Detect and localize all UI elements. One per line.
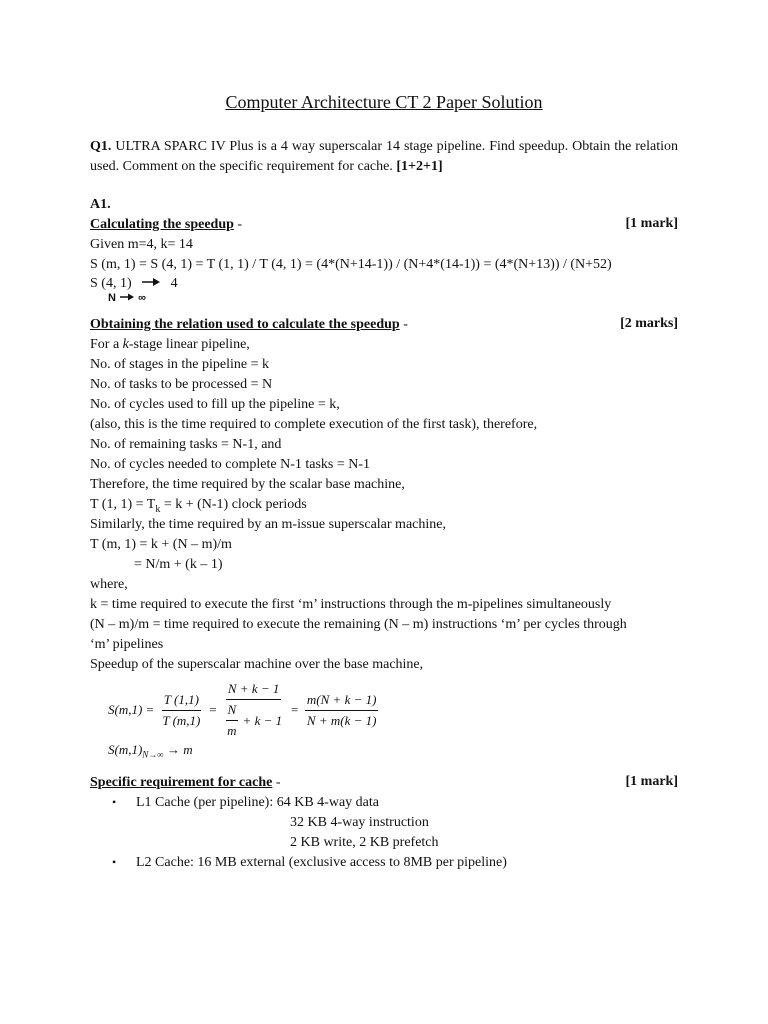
fraction-denominator: N + m(k − 1): [306, 712, 377, 728]
page-title: Computer Architecture CT 2 Paper Solution: [225, 92, 543, 112]
inner-numerator: N: [226, 702, 239, 721]
limit-right: 4: [170, 276, 178, 291]
inner-fraction: [225, 702, 238, 739]
speedup-dash: -: [233, 217, 243, 232]
limit-sub-infinity: ∞: [138, 292, 146, 304]
text-span: T (1, 1) = T: [90, 497, 156, 512]
limit-subscript: [108, 292, 146, 304]
question-marks: [1+2+1]: [396, 159, 443, 174]
relation-line-11: T (m, 1) = k + (N – m)/m: [90, 537, 232, 552]
cache-bullet-2: L2 Cache: 16 MB external (exclusive access to 8MB per pipeline): [136, 855, 507, 870]
cache-bullet-1-cont-2: 2 KB write, 2 KB prefetch: [290, 835, 439, 850]
equation-lhs: S(m,1) =: [108, 702, 155, 717]
cache-heading: Specific requirement for cache: [90, 775, 273, 790]
text-span: -stage linear pipeline,: [128, 337, 250, 352]
relation-line-14: k = time required to execute the first ‘m’ instructions through the m-pipelines simultaneously: [90, 597, 612, 612]
right-arrow-icon: [119, 292, 135, 304]
speedup-limit: [90, 275, 178, 293]
limit-left: S (4, 1): [90, 276, 132, 291]
speedup-heading-row: [90, 216, 242, 234]
speedup-heading: Calculating the speedup: [90, 217, 234, 232]
cache-bullet-1-cont-1: 32 KB 4-way instruction: [290, 815, 429, 830]
fraction-right: [305, 692, 379, 729]
fraction-denominator: [223, 700, 284, 739]
given-line: Given m=4, k= 14: [90, 237, 193, 252]
question-text: ULTRA SPARC IV Plus is a 4 way superscalar 14 stage pipeline. Find speedup. Obtain the relation used. Comment on the specific requirement for cache.: [90, 139, 678, 174]
fraction-denominator: T (m,1): [162, 712, 201, 728]
relation-heading: Obtaining the relation used to calculate the speedup: [90, 317, 400, 332]
fraction-middle: [223, 681, 284, 739]
answer-label: A1.: [90, 197, 111, 212]
limit-lhs: S(m,1): [108, 742, 143, 757]
bullet-icon: •: [112, 855, 117, 869]
relation-line-8: Therefore, the time required by the scalar base machine,: [90, 477, 405, 492]
fraction-numerator: T (1,1): [162, 692, 201, 711]
relation-line-15: (N – m)/m = time required to execute the remaining (N – m) instructions ‘m’ per cycles through: [90, 617, 627, 632]
inner-denominator: m: [227, 723, 237, 738]
limit-sub-n: N: [108, 292, 116, 304]
bullet-icon: •: [112, 795, 117, 809]
relation-dash: -: [399, 317, 408, 332]
relation-line-2: No. of stages in the pipeline = k: [90, 357, 269, 372]
denominator-rest: + k − 1: [242, 712, 283, 728]
relation-line-3: No. of tasks to be processed = N: [90, 377, 273, 392]
limit-rhs: → m: [166, 742, 193, 757]
question-1: [90, 137, 678, 177]
speedup-equation: [108, 680, 378, 740]
cache-heading-row: [90, 774, 281, 792]
speedup-formula: S (m, 1) = S (4, 1) = T (1, 1) / T (4, 1) = (4*(N+14-1)) / (N+4*(14-1)) = (4*(N+13)) / (N+52): [90, 257, 612, 272]
cache-bullet-1: L1 Cache (per pipeline): 64 KB 4-way data: [136, 795, 379, 810]
relation-line-13: where,: [90, 577, 128, 592]
relation-line-1: [90, 336, 250, 354]
text-span: For a: [90, 337, 123, 352]
relation-marks: [2 marks]: [620, 316, 678, 331]
fraction-numerator: m(N + k − 1): [305, 692, 379, 711]
question-label: Q1.: [90, 139, 112, 154]
relation-line-4: No. of cycles used to fill up the pipeline = k,: [90, 397, 340, 412]
fraction-numerator: N + k − 1: [226, 681, 282, 700]
equals-sign: =: [208, 702, 218, 717]
k-italic: k: [122, 337, 129, 352]
subscript: k: [155, 503, 161, 515]
limit-equation: [108, 742, 193, 760]
relation-line-5: (also, this is the time required to complete execution of the first task), therefore,: [90, 417, 538, 432]
relation-line-10: Similarly, the time required by an m-issue superscalar machine,: [90, 517, 446, 532]
relation-heading-row: [90, 316, 408, 334]
fraction-t: [160, 692, 202, 729]
relation-line-12: = N/m + (k – 1): [134, 557, 223, 572]
relation-line-17: Speedup of the superscalar machine over the base machine,: [90, 657, 424, 672]
cache-marks: [1 mark]: [625, 774, 678, 789]
relation-line-7: No. of cycles needed to complete N-1 tasks = N-1: [90, 457, 371, 472]
right-arrow-icon: [141, 275, 161, 293]
relation-line-6: No. of remaining tasks = N-1, and: [90, 437, 282, 452]
cache-dash: -: [272, 775, 281, 790]
relation-line-16: ‘m’ pipelines: [90, 637, 164, 652]
limit-subscript: N→∞: [142, 749, 164, 760]
speedup-marks: [1 mark]: [625, 216, 678, 231]
text-span: = k + (N-1) clock periods: [160, 497, 307, 512]
equals-sign: =: [290, 702, 299, 717]
